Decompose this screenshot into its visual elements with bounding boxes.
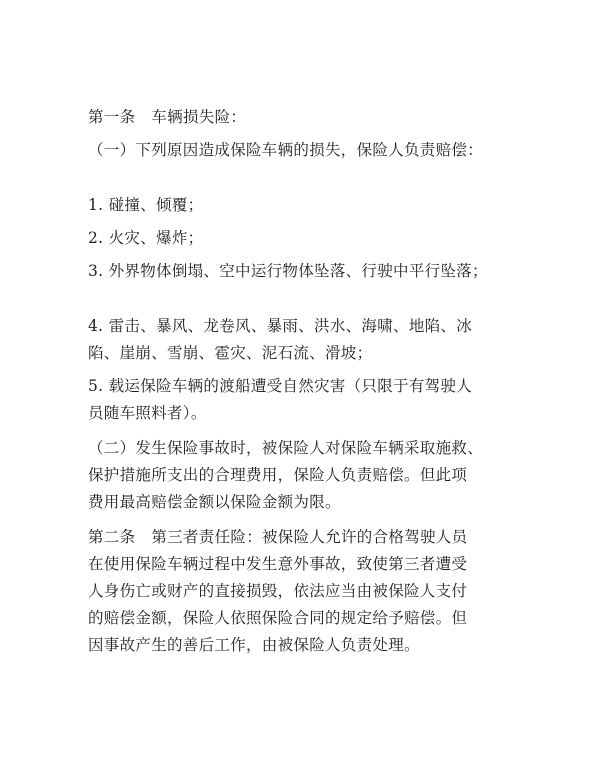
article-1-heading <box>88 104 528 131</box>
clause-2-line-3: 费用最高赔偿金额以保险金额为限。 <box>88 493 341 511</box>
article-2-number: 第二条 <box>88 528 136 546</box>
list-item-5 <box>88 373 528 427</box>
article-2-first-line: 第三者责任险：被保险人允许的合格驾驶人员 <box>151 528 468 546</box>
document-body <box>88 104 528 659</box>
clause-1-intro: （一）下列原因造成保险车辆的损失，保险人负责赔偿： <box>88 141 484 159</box>
list-item-1: 1. 碰撞、倾覆； <box>88 196 204 214</box>
article-2-line-4: 的赔偿金额，保险人依照保险合同的规定给予赔偿。但 <box>88 609 468 627</box>
article-1-number: 第一条 <box>88 108 136 126</box>
clause-2-line-1: （二）发生保险事故时，被保险人对保险车辆采取施救、 <box>88 439 484 457</box>
list-item-5-line-1: 5. 载运保险车辆的渡船遭受自然灾害（只限于有驾驶人 <box>88 377 473 395</box>
list-item-3: 3. 外界物体倒塌、空中运行物体坠落、行驶中平行坠落； <box>88 262 488 280</box>
article-2-line-5: 因事故产生的善后工作，由被保险人负责处理。 <box>88 636 420 654</box>
article-2-line-1 <box>88 524 528 551</box>
list-item-4 <box>88 313 528 367</box>
article-1-title: 车辆损失险： <box>151 108 247 126</box>
clause-2-paragraph <box>88 435 528 516</box>
article-2-paragraph <box>88 524 528 659</box>
list-item-2: 2. 火灾、爆炸； <box>88 229 204 247</box>
article-2-line-2: 在使用保险车辆过程中发生意外事故，致使第三者遭受 <box>88 555 468 573</box>
article-2-line-3: 人身伤亡或财产的直接损毁，依法应当由被保险人支付 <box>88 582 468 600</box>
clause-2-line-2: 保护措施所支出的合理费用，保险人负责赔偿。但此项 <box>88 466 468 484</box>
list-item-4-line-2: 陷、崖崩、雪崩、雹灾、泥石流、滑坡； <box>88 344 373 362</box>
list-item-4-line-1: 4. 雷击、暴风、龙卷风、暴雨、洪水、海啸、地陷、冰 <box>88 317 473 335</box>
list-item-5-line-2: 员随车照料者）。 <box>88 404 207 422</box>
